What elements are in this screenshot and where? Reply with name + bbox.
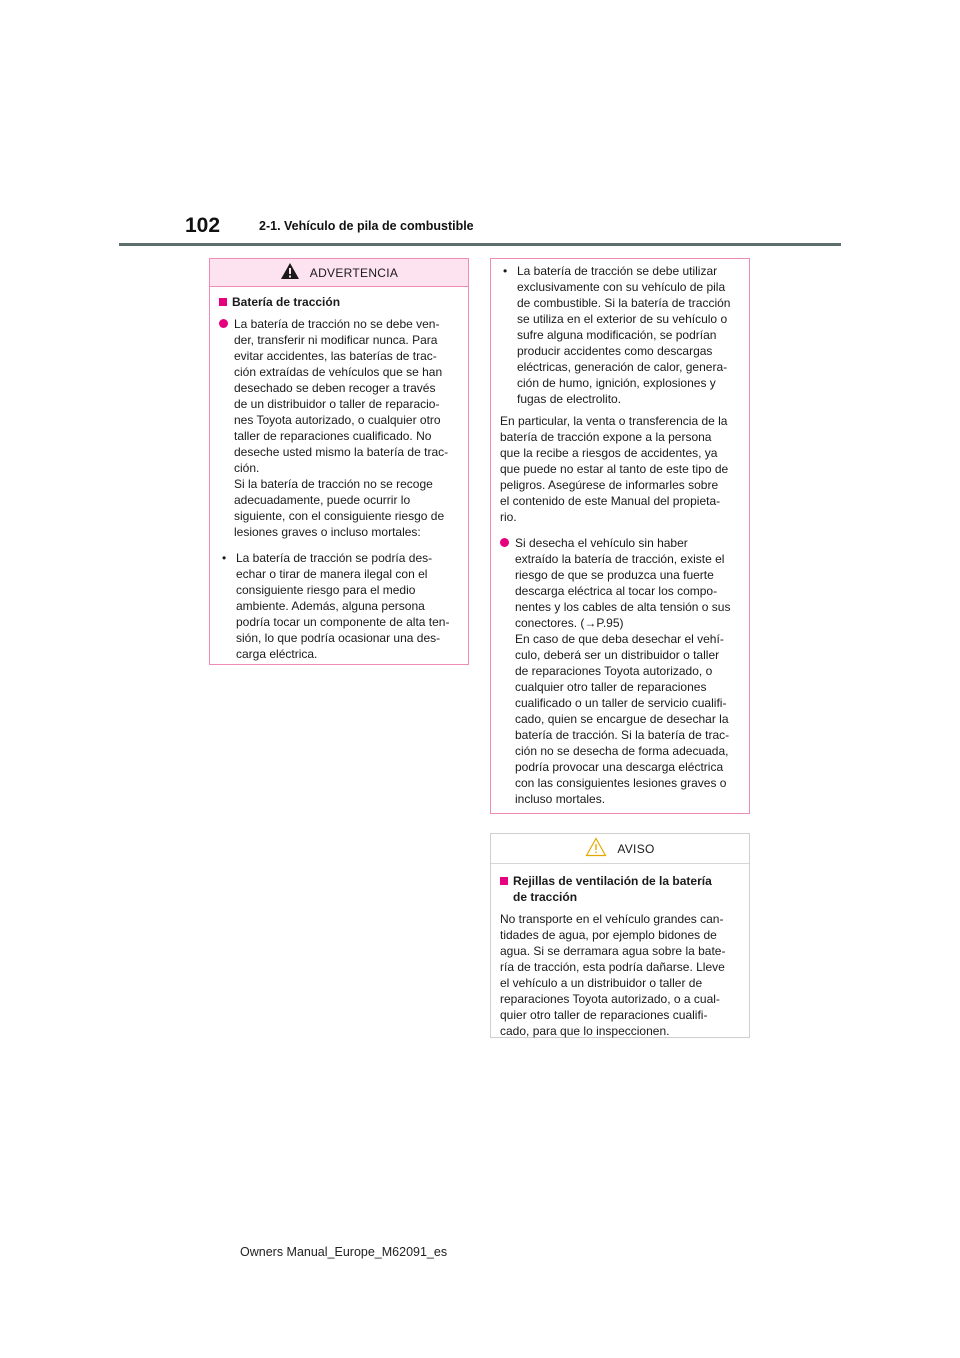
notice-heading	[500, 873, 741, 905]
header-rule	[119, 243, 841, 246]
warning-bullet-text: La batería de tracción se podría des- echar o tirar de manera ilegal con el consiguiente riesgo para el medio ambiente. Además, alguna persona podría tocar un componente de alta ten- sión, lo que podría ocasionar una des- carga eléctrica.	[236, 551, 450, 661]
warning-title: ADVERTENCIA	[309, 265, 399, 280]
warning-box-continued-body	[491, 259, 749, 821]
warning-box-continued	[490, 258, 750, 814]
warning-bullet	[500, 263, 741, 407]
warning-bullet-text: La batería de tracción se debe utilizar exclusivamente con su vehículo de pila de combustible. Si la batería de tracción se utiliza en el exterior de su vehículo o sufre alguna modificación, se podrían producir accidentes como descargas eléctricas, generación de calor, genera- ción de humo, ignición, explosiones y fugas de electrolito.	[517, 264, 731, 406]
warning-triangle-icon	[280, 262, 300, 283]
bullet-dot: •	[503, 264, 508, 278]
circle-bullet-icon	[219, 319, 228, 328]
square-bullet-icon	[500, 877, 508, 885]
warning-item-text: Si desecha el vehículo sin haber extraído la batería de tracción, existe el riesgo de que se produzca una fuerte descarga eléctrica al tocar los compo- nentes y los cables de alta tensión o sus conectores. (→P.95) En caso de que deba desechar el vehí- culo, deberá ser un distribuidor o taller de reparaciones Toyota autorizado, o cualquier otro taller de reparaciones cualificado o un taller de servicio cualifi- cado, quien se encargue de desechar la batería de tracción. Si la batería de trac- ción no se desecha de forma adecuada, podría provocar una descarga eléctrica con las consiguientes lesiones graves o incluso mortales.	[515, 536, 731, 806]
notice-box-body	[491, 864, 749, 1053]
warning-box-body	[210, 287, 468, 676]
warning-item-text: La batería de tracción no se debe ven- der, transferir ni modificar nunca. Para evitar accidentes, las baterías de trac- ción extraídas de vehículos que se han desechado se deben recoger a través de un distribuidor o taller de reparacio- nes Toyota autorizado, o cualquier otro taller de reparaciones cualificado. No deseche usted mismo la batería de trac- ción. Si la batería de tracción no se recoge adecuadamente, puede ocurrir lo siguiente, con el consiguiente riesgo de lesiones graves o incluso mortales:	[234, 317, 449, 539]
warning-bullet	[219, 550, 460, 662]
warning-paragraph: En particular, la venta o transferencia de la batería de tracción expone a la persona que la recibe a riesgos de accidentes, ya que puede no estar al tanto de este tipo de peligros. Asegúrese de informarles sobre el contenido de este Manual del propieta- rio.	[500, 414, 729, 524]
warning-heading-text: Batería de tracción	[232, 295, 341, 309]
circle-bullet-icon	[500, 538, 509, 547]
section-title: 2-1. Vehículo de pila de combustible	[259, 219, 474, 233]
notice-box	[490, 833, 750, 1038]
warning-item	[500, 535, 741, 807]
notice-box-header	[491, 834, 749, 864]
warning-heading	[219, 294, 460, 310]
square-bullet-icon	[219, 298, 227, 306]
warning-box	[209, 258, 469, 665]
warning-box-header	[210, 259, 468, 287]
page-number: 102	[185, 214, 221, 237]
notice-title: AVISO	[617, 841, 655, 856]
bullet-dot: •	[222, 551, 227, 565]
footer-text: Owners Manual_Europe_M62091_es	[240, 1245, 448, 1259]
notice-triangle-icon	[585, 837, 607, 860]
warning-item	[219, 316, 460, 540]
notice-paragraph: No transporte en el vehículo grandes can- tidades de agua, por ejemplo bidones de agua. Si se derramara agua sobre la bate- ría de tracción, esta podría dañarse. Lleve el vehículo a un distribuidor o taller de reparaciones Toyota autorizado, o a cual- quier otro taller de reparaciones cualifi- cado, para que lo inspeccionen.	[500, 912, 726, 1038]
notice-heading-text: Rejillas de ventilación de la batería de tracción	[513, 874, 712, 904]
